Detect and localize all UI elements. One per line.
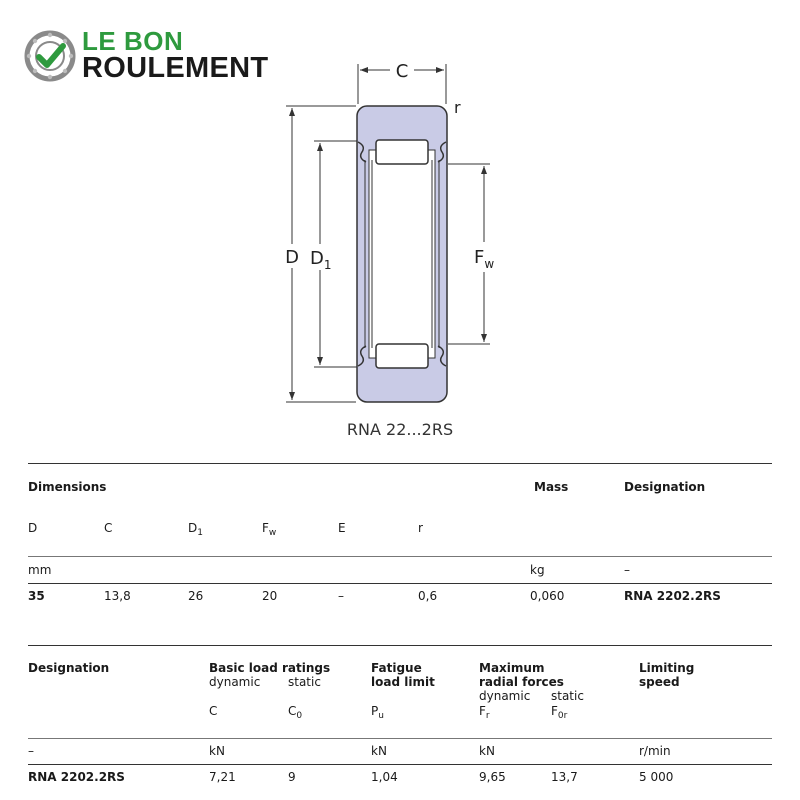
header-dimensions: Dimensions xyxy=(28,480,107,494)
unit-forces: kN xyxy=(479,744,495,758)
value-designation: RNA 2202.2RS xyxy=(624,589,721,603)
unit-pu: kN xyxy=(371,744,387,758)
header-radial-forces: radial forces xyxy=(479,675,564,689)
unit-c: kN xyxy=(209,744,225,758)
header-designation: Designation xyxy=(624,480,706,494)
dim-fw-label: F xyxy=(474,247,485,268)
dim-c-label: C xyxy=(395,61,409,82)
header-maximum: Maximum xyxy=(479,661,545,675)
value-designation: RNA 2202.2RS xyxy=(28,770,125,784)
symbol-c0: $C_0$ xyxy=(288,704,303,721)
symbol-pu: $P_u$ xyxy=(371,704,384,721)
value-d: 35 xyxy=(28,589,45,603)
header-static: static xyxy=(288,675,321,689)
value-mass: 0,060 xyxy=(530,589,565,603)
value-c: 13,8 xyxy=(104,589,131,603)
svg-text:Fw xyxy=(474,247,494,271)
value-pu: 1,04 xyxy=(371,770,398,784)
unit-designation: – xyxy=(28,744,34,758)
dim-d-label: D xyxy=(285,247,299,268)
unit-designation: – xyxy=(624,563,630,577)
header-speed: speed xyxy=(639,675,680,689)
value-speed: 5 000 xyxy=(639,770,674,784)
unit-speed: r/min xyxy=(639,744,671,758)
symbol-fr: $F_r$ xyxy=(479,704,490,721)
symbol-c: C xyxy=(104,521,113,535)
value-fr: 9,65 xyxy=(479,770,506,784)
value-r: 0,6 xyxy=(418,589,438,603)
symbol-e: E xyxy=(338,521,346,535)
symbol-c: C xyxy=(209,704,218,718)
symbol-r: r xyxy=(418,521,423,535)
value-e: – xyxy=(338,589,344,603)
header-designation: Designation xyxy=(28,661,110,675)
header-fatigue: Fatigue xyxy=(371,661,422,675)
value-fw: 20 xyxy=(262,589,278,603)
needle-roller-bottom xyxy=(376,344,428,368)
symbol-d: D xyxy=(28,521,38,535)
value-c0: 9 xyxy=(288,770,296,784)
header-limiting: Limiting xyxy=(639,661,695,675)
header-max-static: static xyxy=(551,689,584,703)
logo-line-2: ROULEMENT xyxy=(82,52,269,84)
dim-d1-subscript: 1 xyxy=(323,258,332,272)
value-c: 7,21 xyxy=(209,770,236,784)
logo-line-1: LE BON xyxy=(82,26,184,56)
symbol-f0r: $F_{0r}$ xyxy=(551,704,568,721)
value-f0r: 13,7 xyxy=(551,770,578,784)
dim-fw-subscript: w xyxy=(484,257,495,271)
dim-d1-label: D xyxy=(310,248,324,269)
svg-text:D1 xyxy=(310,248,332,272)
header-max-dynamic: dynamic xyxy=(479,689,531,703)
drawing-caption: RNA 22...2RS xyxy=(346,420,454,439)
dim-r-label: r xyxy=(454,98,461,117)
unit-kg: kg xyxy=(530,563,545,577)
needle-roller-top xyxy=(376,140,428,164)
unit-mm: mm xyxy=(28,563,52,577)
symbol-d1: $D_1$ xyxy=(188,521,203,538)
header-dynamic: dynamic xyxy=(209,675,261,689)
header-load-limit: load limit xyxy=(371,675,435,689)
header-mass: Mass xyxy=(534,480,569,494)
symbol-fw: $F_w$ xyxy=(262,521,277,538)
value-d1: 26 xyxy=(188,589,204,603)
header-basic-load-ratings: Basic load ratings xyxy=(209,661,331,675)
